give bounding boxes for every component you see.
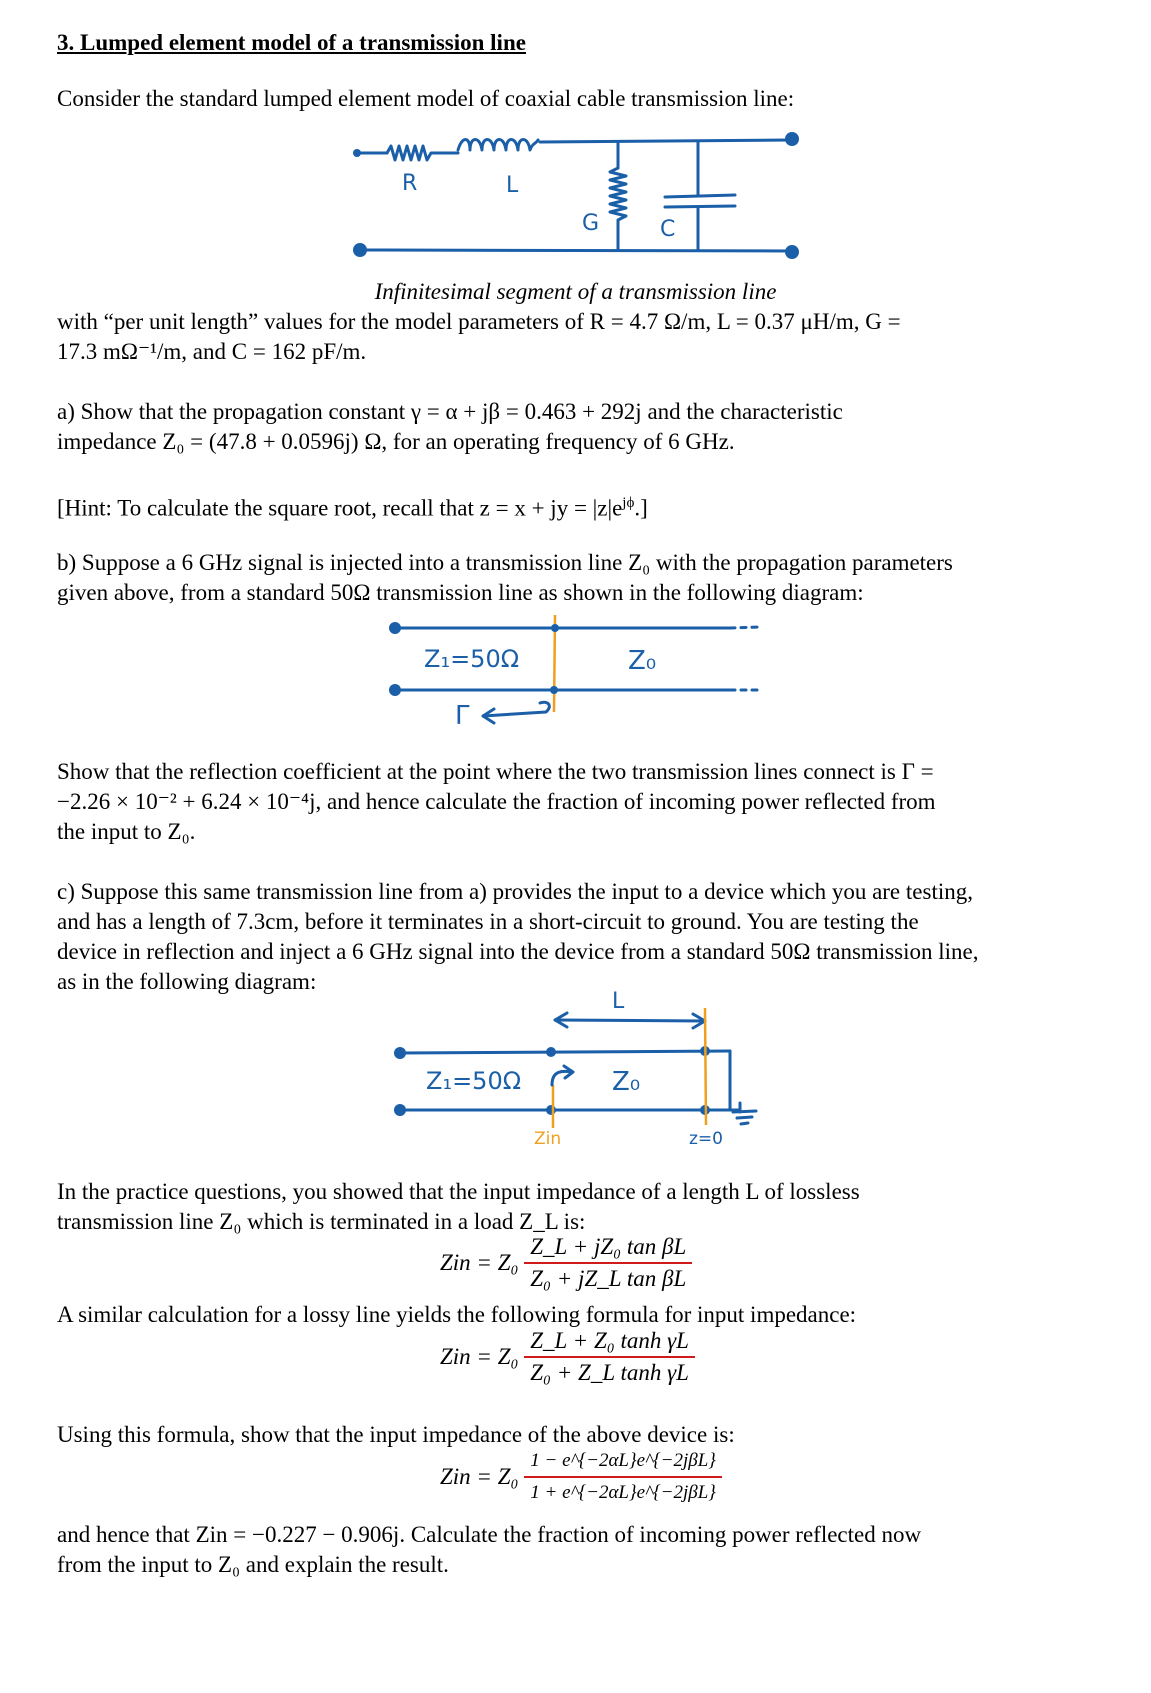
practice-line2: transmission line Z₀ which is terminated in a load Z_L is:	[57, 1209, 586, 1234]
label-gamma: Γ	[455, 701, 470, 731]
eq2-denominator: Z₀ + Z_L tanh γL	[530, 1360, 689, 1385]
practice-line1: In the practice questions, you showed that the input impedance of a length L of lossless	[57, 1179, 860, 1204]
part-c-line3: device in reflection and inject a 6 GHz signal into the device from a standard 50Ω transmission line,	[57, 939, 979, 964]
label-z1: Z₁=50Ω	[424, 645, 520, 673]
hint-text-main: [Hint: To calculate the square root, recall that z = x + jy = |z|e	[57, 495, 623, 521]
eq3-fraction	[524, 1446, 722, 1508]
label-l: L	[506, 173, 519, 198]
eq2-fraction	[524, 1326, 695, 1388]
eq1-fraction	[524, 1232, 692, 1294]
eq3-lhs: Zin = Z₀	[440, 1464, 519, 1489]
final-line2: from the input to Z₀ and explain the result.	[57, 1552, 449, 1577]
eq1-lhs: Zin = Z₀	[440, 1250, 519, 1275]
short-circuit-drawing	[394, 989, 756, 1149]
part-c-line4: as in the following diagram:	[57, 969, 317, 994]
equation-device	[440, 1446, 722, 1508]
part-a-line2: impedance Z₀ = (47.8 + 0.0596j) Ω, for an operating frequency of 6 GHz.	[57, 429, 735, 454]
eq1-numerator: Z_L + jZ₀ tan βL	[524, 1232, 692, 1264]
label-z-origin: z=0	[689, 1129, 723, 1149]
eq3-denominator: 1 + e^{−2αL}e^{−2jβL}	[530, 1482, 716, 1503]
part-c-line2: and has a length of 7.3cm, before it terminates in a short-circuit to ground. You are testing the	[57, 909, 919, 934]
label-r: R	[402, 171, 418, 196]
final-line1: and hence that Zin = −0.227 − 0.906j. Calculate the fraction of incoming power reflected now	[57, 1522, 922, 1547]
figure1-caption: Infinitesimal segment of a transmission line	[374, 279, 777, 304]
reflection-arrow	[483, 702, 549, 716]
params-text-line1: with “per unit length” values for the model parameters of R = 4.7 Ω/m, L = 0.37 μH/m, G =	[57, 309, 901, 334]
reflection-arrowhead	[483, 709, 494, 723]
label-length: L	[612, 989, 625, 1014]
part-b-line5: the input to Z₀.	[57, 819, 196, 844]
using-formula-text: Using this formula, show that the input impedance of the above device is:	[57, 1422, 735, 1447]
eq2-numerator: Z_L + Z₀ tanh γL	[524, 1326, 695, 1358]
eq2-lhs: Zin = Z₀	[440, 1344, 519, 1369]
equation-lossless	[440, 1232, 692, 1294]
hint-text-end: .]	[634, 495, 648, 521]
part-c-line1: c) Suppose this same transmission line from a) provides the input to a device which you are testing,	[57, 879, 973, 904]
label-g: G	[582, 211, 600, 236]
label-z1: Z₁=50Ω	[426, 1067, 522, 1095]
label-c: C	[660, 217, 676, 242]
intro-text: Consider the standard lumped element model of coaxial cable transmission line:	[57, 86, 795, 111]
eq1-denominator: Z₀ + jZ_L tan βL	[530, 1266, 687, 1291]
part-a-line1: a) Show that the propagation constant γ = α + jβ = 0.463 + 292j and the characteristic	[57, 399, 843, 424]
part-b-line2: given above, from a standard 50Ω transmission line as shown in the following diagram:	[57, 580, 864, 605]
junction-drawing	[389, 615, 760, 731]
lossy-line-text: A similar calculation for a lossy line yields the following formula for input impedance:	[57, 1302, 857, 1327]
eq3-numerator: 1 − e^{−2αL}e^{−2jβL}	[524, 1446, 722, 1478]
hint-exponent: jϕ	[622, 495, 635, 511]
section-heading: 3. Lumped element model of a transmission line	[57, 30, 526, 55]
part-b-line4: −2.26 × 10⁻² + 6.24 × 10⁻⁴j, and hence calculate the fraction of incoming power reflected from	[57, 789, 936, 814]
part-b-line1: b) Suppose a 6 GHz signal is injected into a transmission line Z₀ with the propagation parameters	[57, 550, 953, 575]
label-z0: Z₀	[628, 646, 657, 676]
circuit-drawing	[353, 132, 799, 259]
params-text-line2: 17.3 mΩ⁻¹/m, and C = 162 pF/m.	[57, 339, 367, 364]
label-z0: Z₀	[612, 1067, 641, 1097]
part-b-line3: Show that the reflection coefficient at the point where the two transmission lines connect is Γ =	[57, 759, 934, 784]
label-zin: Zin	[534, 1129, 562, 1149]
equation-lossy	[440, 1326, 695, 1388]
hint-text	[57, 488, 1117, 524]
